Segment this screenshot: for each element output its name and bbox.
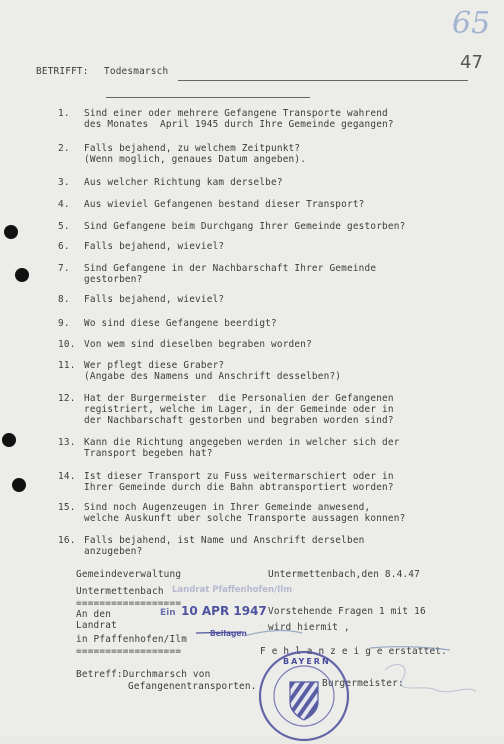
question-text-line: der Nachbarschaft gestorben und begraben worden sind? <box>84 415 394 426</box>
question-text-line: (Wenn moglich, genaues Datum angeben). <box>84 154 307 165</box>
place-date: Untermettenbach,den 8.4.47 <box>268 569 420 580</box>
question-text-line: Ihrer Gemeinde durch die Bahn abtransportiert worden? <box>84 482 394 493</box>
betreff-line-2: Gefangenentransporten. <box>128 681 257 692</box>
question-text-line: (Angabe des Namens und Anschrift desselben?) <box>84 371 342 382</box>
betrifft-value: Todesmarsch <box>104 66 169 77</box>
received-stamp-prefix: Ein <box>160 608 176 618</box>
question-number: 8. <box>58 294 70 305</box>
betreff-line-1: Betreff:Durchmarsch von <box>76 669 211 680</box>
question-text-line: des Monates April 1945 durch Ihre Gemeinde gegangen? <box>84 119 394 130</box>
question-text-line: Falls bejahend, wieviel? <box>84 241 225 252</box>
question-number: 1. <box>58 108 70 119</box>
question-text-line: Aus wieviel Gefangenen bestand dieser Transport? <box>84 199 365 210</box>
landrat: Landrat <box>76 620 117 631</box>
seal-text-bottom <box>268 730 269 731</box>
question-number: 10. <box>58 339 76 350</box>
question-number: 9. <box>58 318 70 329</box>
faint-stamp-text: Landrat Pfaffenhofen/Ilm <box>172 585 293 595</box>
question-number: 5. <box>58 221 70 232</box>
untermettenbach-sender: Untermettenbach <box>76 586 164 597</box>
question-text-line: Sind Gefangene beim Durchgang Ihrer Gemeinde gestorben? <box>84 221 406 232</box>
question-number: 15. <box>58 502 76 513</box>
question-number: 7. <box>58 263 70 274</box>
wird-hiermit: wird hiermit , <box>268 622 350 633</box>
question-text-line: Kann die Richtung angegeben werden in welcher sich der <box>84 437 400 448</box>
question-text-line: Falls bejahend, wieviel? <box>84 294 225 305</box>
fehlanzeige-erstattet: F e h l a n z e i g e erstattet. <box>260 646 448 657</box>
buergermeister-signature-line: Burgermeister: <box>322 678 404 689</box>
question-number: 16. <box>58 535 76 546</box>
gemeindeverwaltung: Gemeindeverwaltung <box>76 569 182 580</box>
question-text-line: Aus welcher Richtung kam derselbe? <box>84 177 283 188</box>
question-text-line: Wo sind diese Gefangene beerdigt? <box>84 318 277 329</box>
received-stamp-date: 10 APR 1947 <box>181 604 267 618</box>
question-number: 11. <box>58 360 76 371</box>
separator-equals-1: ================== <box>76 598 182 609</box>
question-number: 14. <box>58 471 76 482</box>
question-number: 2. <box>58 143 70 154</box>
question-text-line: gestorben? <box>84 274 143 285</box>
vorstehende-fragen: Vorstehende Fragen 1 mit 16 <box>268 606 426 617</box>
an-den: An den <box>76 609 112 620</box>
question-text-line: Von wem sind dieselben begraben worden? <box>84 339 312 350</box>
betrifft-label: BETRIFFT: <box>36 66 89 77</box>
question-number: 12. <box>58 393 76 404</box>
question-text-line: Sind noch Augenzeugen in Ihrer Gemeinde anwesend, <box>84 502 371 513</box>
question-text-line: Sind einer oder mehrere Gefangene Transporte wahrend <box>84 108 388 119</box>
question-number: 13. <box>58 437 76 448</box>
question-text-line: Transport begeben hat? <box>84 448 213 459</box>
question-text-line: Falls bejahend, zu welchem Zeitpunkt? <box>84 143 301 154</box>
question-text-line: anzugeben? <box>84 546 143 557</box>
question-number: 6. <box>58 241 70 252</box>
question-text-line: Ist dieser Transport zu Fuss weitermarschiert oder in <box>84 471 394 482</box>
question-text-line: welche Auskunft uber solche Transporte aussagen konnen? <box>84 513 406 524</box>
in-pfaffenhofen: in Pfaffenhofen/Ilm <box>76 634 188 645</box>
question-text-line: Falls bejahend, ist Name und Anschrift derselben <box>84 535 365 546</box>
seal-text-top: BAYERN <box>283 657 331 666</box>
question-number: 3. <box>58 177 70 188</box>
question-text-line: Hat der Burgermeister die Personalien der Gefangenen <box>84 393 394 404</box>
pencil-note-top: 65 <box>452 6 491 41</box>
pencil-page-number: 47 <box>460 52 483 73</box>
received-stamp-beilagen: Beilagen <box>210 629 247 638</box>
question-number: 4. <box>58 199 70 210</box>
question-text-line: Wer pflegt diese Graber? <box>84 360 225 371</box>
question-text-line: registriert, welche im Lager, in der Gemeinde oder in <box>84 404 394 415</box>
separator-equals-2: ================== <box>76 646 182 657</box>
question-text-line: Sind Gefangene in der Nachbarschaft Ihrer Gemeinde <box>84 263 377 274</box>
